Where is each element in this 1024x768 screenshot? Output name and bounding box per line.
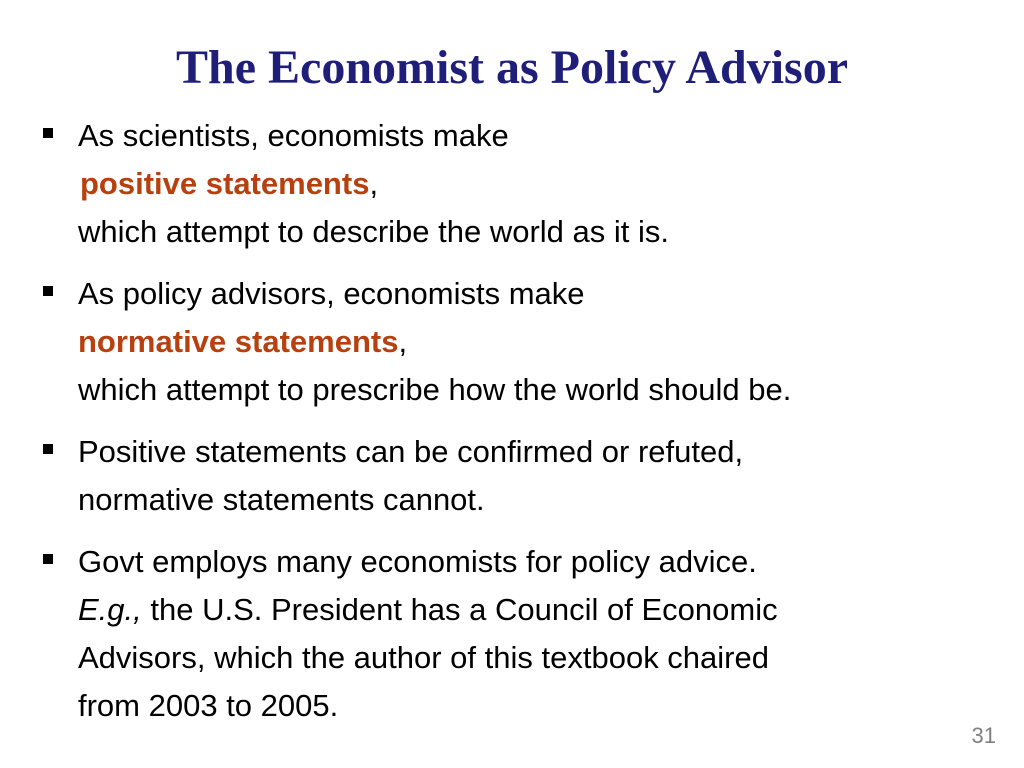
term-suffix: , [398,324,408,359]
eg-prefix: E.g., [78,592,142,627]
bullet-govt-economists [40,538,970,730]
square-bullet-icon [43,554,53,564]
bullet-text-line: normative statements cannot. [78,482,485,517]
term-suffix: , [369,166,379,201]
eg-text: the U.S. President has a Council of Economic [141,592,778,627]
square-bullet-icon [43,444,53,454]
square-bullet-icon [43,128,53,138]
key-term: normative statements [78,324,399,359]
bullet-text-line: which attempt to prescribe how the world should be. [78,372,792,407]
bullet-text-line: from 2003 to 2005. [78,688,339,723]
key-term: positive statements [80,166,370,201]
bullet-normative-statements [40,270,970,414]
bullet-positive-statements [40,112,970,256]
bullet-term-line [78,318,970,366]
square-bullet-icon [43,286,53,296]
bullet-text-line: Positive statements can be confirmed or refuted, [78,434,744,469]
slide-title: The Economist as Policy Advisor [175,41,849,94]
bullet-text-line: which attempt to describe the world as it is. [78,214,669,249]
bullet-text-line: As scientists, economists make [78,118,509,153]
bullet-text-line: Govt employs many economists for policy advice. [78,544,757,579]
bullet-confirm-refute [40,428,970,524]
bullet-list [40,112,970,730]
bullet-term-line [78,160,970,208]
bullet-text-line: As policy advisors, economists make [78,276,585,311]
slide-number: 31 [971,723,996,748]
bullet-eg-line [78,586,970,634]
bullet-text-line: Advisors, which the author of this textbook chaired [78,640,769,675]
